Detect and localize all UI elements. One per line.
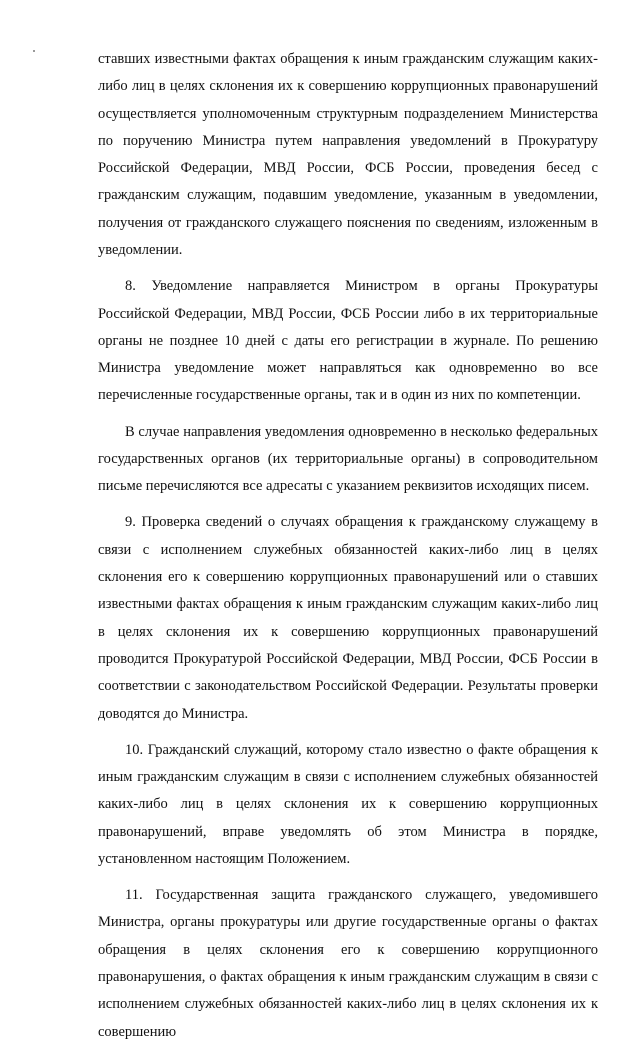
paragraph-9: 9. Проверка сведений о случаях обращения к гражданскому служащему в связи с исполнением служебных обязанностей каких-либо лиц в целях склонения его к совершению коррупционных правонарушений или о ставших известными фактах обращения к иным гражданским служащим каких-либо лиц в целях склонения их к совершению коррупционных правонарушений проводится Прокуратурой Российской Федерации, МВД России, ФСБ России в соответствии с законодательством Российской Федерации. Результаты проверки доводятся до Министра. [98,514,598,722]
paragraph-7-continuation: ставших известными фактах обращения к иным гражданским служащим каких-либо лиц в целях склонения их к совершению коррупционных правонарушений осуществляется уполномоченным структурным подразделением Министерства по поручению Министра путем направления уведомлений в Прокуратуру Российской Федерации, МВД России, ФСБ России, проведения бесед с гражданским служащим, подавшим уведомление, указанным в уведомлении, получения от гражданского служащего пояснения по сведениям, изложенным в уведомлении. [98,51,598,259]
scan-speck [33,50,35,52]
paragraph-11: 11. Государственная защита гражданского служащего, уведомившего Министра, органы прокуратуры или другие государственные органы о фактах обращения в целях склонения его к совершению коррупционного правонарушения, о фактах обращения к иным гражданским служащим в связи с исполнением служебных обязанностей каких-либо лиц в целях склонения их к совершению [98,887,598,1040]
paragraph-8-addressees: В случае направления уведомления одновременно в несколько федеральных государственных органов (их территориальные органы) в сопроводительном письме перечисляются все адресаты с указанием реквизитов исходящих писем. [98,423,598,495]
paragraph-10: 10. Гражданский служащий, которому стало известно о факте обращения к иным гражданским служащим в связи с исполнением служебных обязанностей каких-либо лиц в целях склонения их к совершению коррупционных правонарушений, вправе уведомлять об этом Министра в порядке, установленном настоящим Положением. [98,741,598,867]
document-body [98,46,598,1046]
paragraph-8: 8. Уведомление направляется Министром в органы Прокуратуры Российской Федерации, МВД России, ФСБ России либо в их территориальные органы не позднее 10 дней с даты его регистрации в журнале. По решению Министра уведомление может направляться как одновременно во все перечисленные государственные органы, так и в один из них по компетенции. [98,278,598,404]
